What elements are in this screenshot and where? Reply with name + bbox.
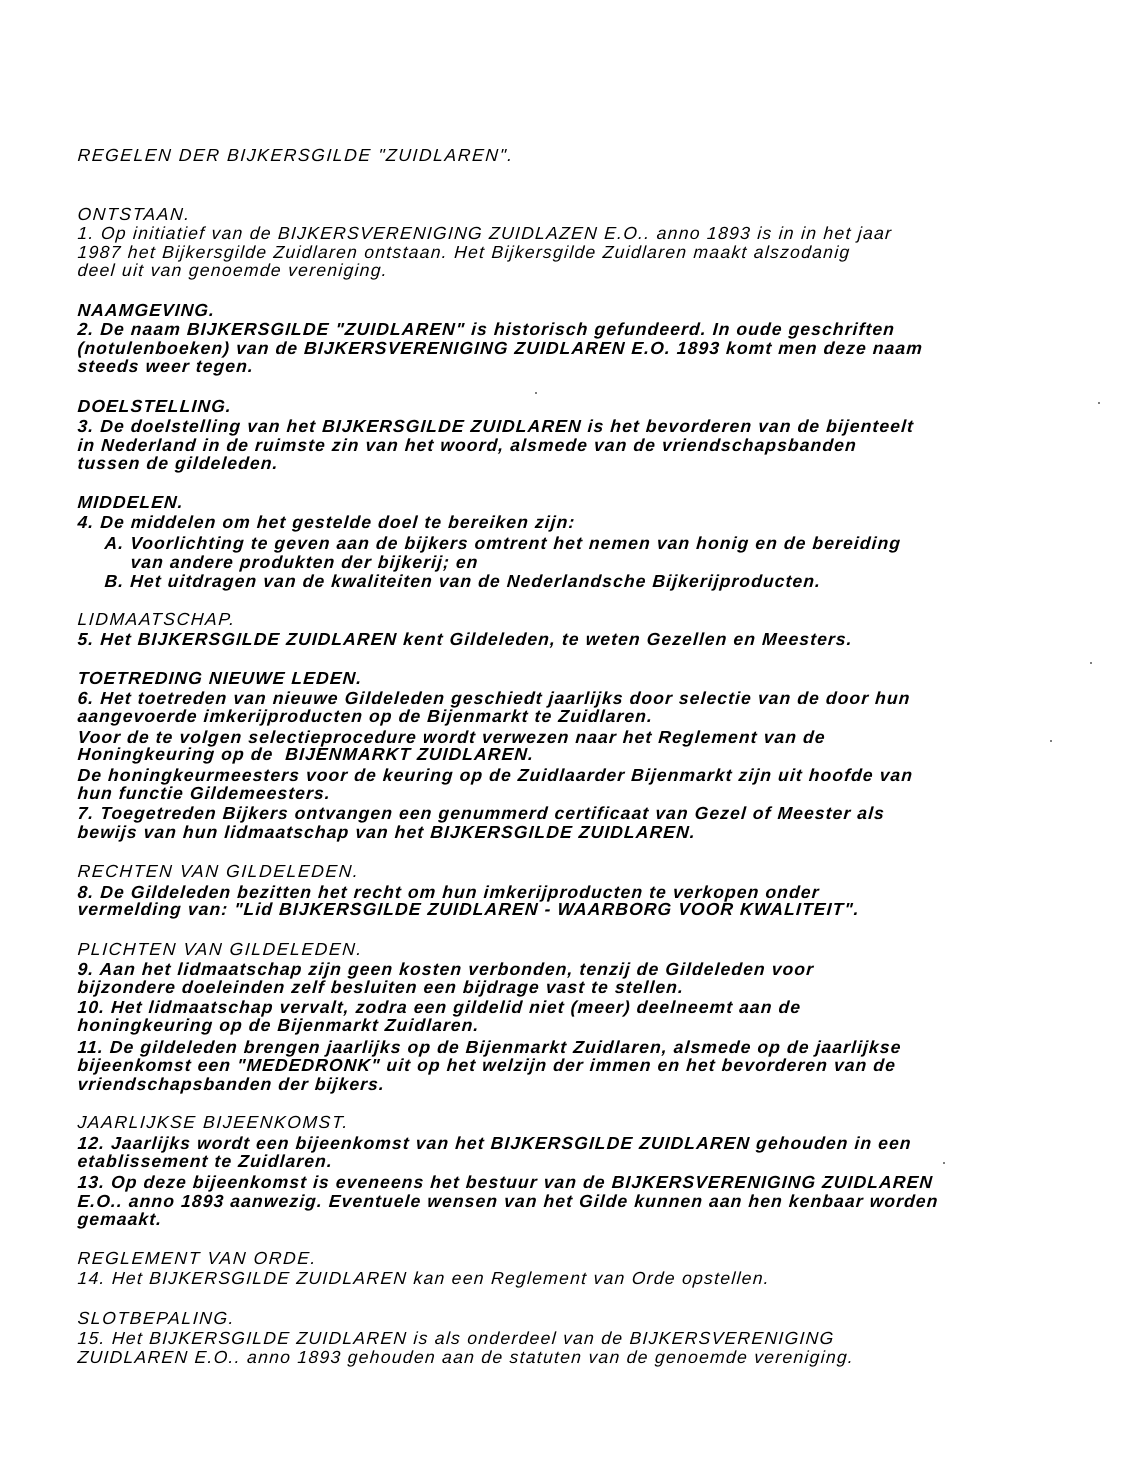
article-line: 8. De Gildeleden bezitten het recht om hun imkerijproducten te verkopen onder	[76, 882, 821, 902]
article-line: honingkeuring op de Bijenmarkt Zuidlaren.	[76, 1015, 481, 1035]
article-line: vermelding van: "Lid BIJKERSGILDE ZUIDLAREN - WAARBORG VOOR KWALITEIT".	[76, 899, 861, 919]
article-line: Honingkeuring op de BIJENMARKT ZUIDLAREN.	[76, 744, 535, 764]
article-line: 1. Op initiatief van de BIJKERSVERENIGING ZUIDLAZEN E.O.. anno 1893 is in in het jaar	[76, 223, 894, 243]
section-heading-ontstaan: ONTSTAAN.	[76, 204, 192, 224]
article-subitem-a: A. Voorlichting te geven aan de bijkers omtrent het nemen van honig en de bereiding	[103, 533, 902, 553]
section-heading-plichten: PLICHTEN VAN GILDELEDEN.	[76, 939, 364, 959]
section-heading-middelen: MIDDELEN.	[76, 492, 185, 512]
section-heading-doelstelling: DOELSTELLING.	[76, 396, 233, 416]
article-line: De honingkeurmeesters voor de keuring op de Zuidlaarder Bijenmarkt zijn uit hoofde van	[76, 765, 914, 785]
article-line: aangevoerde imkerijproducten op de Bijenmarkt te Zuidlaren.	[76, 706, 654, 726]
scan-speck	[1090, 662, 1092, 664]
scan-speck	[535, 392, 537, 394]
scan-speck	[943, 1162, 945, 1164]
article-line: E.O.. anno 1893 aanwezig. Eventuele wensen van het Gilde kunnen aan hen kenbaar worden	[76, 1191, 940, 1211]
scan-speck	[1050, 740, 1052, 742]
article-line: 5. Het BIJKERSGILDE ZUIDLAREN kent Gildeleden, te weten Gezellen en Meesters.	[76, 629, 854, 649]
article-line: 12. Jaarlijks wordt een bijeenkomst van het BIJKERSGILDE ZUIDLAREN gehouden in een	[76, 1133, 913, 1153]
article-line: hun functie Gildemeesters.	[76, 783, 332, 803]
article-line: 1987 het Bijkersgilde Zuidlaren ontstaan. Het Bijkersgilde Zuidlaren maakt alszodanig	[76, 242, 852, 262]
article-line: 9. Aan het lidmaatschap zijn geen kosten verbonden, tenzij de Gildeleden voor	[76, 959, 815, 979]
article-subitem-b: B. Het uitdragen van de kwaliteiten van de Nederlandsche Bijkerijproducten.	[103, 571, 822, 591]
article-line: etablissement te Zuidlaren.	[76, 1151, 334, 1171]
article-line: vriendschapsbanden der bijkers.	[76, 1074, 386, 1094]
article-line: in Nederland in de ruimste zin van het woord, alsmede van de vriendschapsbanden	[76, 435, 858, 455]
section-heading-naamgeving: NAAMGEVING.	[76, 300, 216, 320]
article-line: 6. Het toetreden van nieuwe Gildeleden geschiedt jaarlijks door selectie van de door hun	[76, 688, 912, 708]
section-heading-slotbepaling: SLOTBEPALING.	[76, 1308, 236, 1328]
article-line: 14. Het BIJKERSGILDE ZUIDLAREN kan een Reglement van Orde opstellen.	[76, 1268, 771, 1288]
article-subitem-a-continued: van andere produkten der bijkerij; en	[129, 552, 480, 572]
article-line: 13. Op deze bijeenkomst is eveneens het bestuur van de BIJKERSVERENIGING ZUIDLAREN	[76, 1172, 934, 1192]
document-title: REGELEN DER BIJKERSGILDE "ZUIDLAREN".	[76, 145, 515, 165]
article-line: 7. Toegetreden Bijkers ontvangen een genummerd certificaat van Gezel of Meester als	[76, 803, 886, 823]
section-heading-rechten: RECHTEN VAN GILDELEDEN.	[76, 861, 361, 881]
article-line: gemaakt.	[76, 1209, 164, 1229]
article-line: 2. De naam BIJKERSGILDE "ZUIDLAREN" is historisch gefundeerd. In oude geschriften	[76, 319, 896, 339]
section-heading-jaarlijkse-bijeenkomst: JAARLIJKSE BIJEENKOMST.	[76, 1112, 350, 1132]
article-line: bewijs van hun lidmaatschap van het BIJKERSGILDE ZUIDLAREN.	[76, 822, 697, 842]
article-line: 4. De middelen om het gestelde doel te bereiken zijn:	[76, 512, 577, 532]
article-line: 10. Het lidmaatschap vervalt, zodra een gildelid niet (meer) deelneemt aan de	[76, 997, 803, 1017]
article-line: ZUIDLAREN E.O.. anno 1893 gehouden aan de statuten van de genoemde vereniging.	[76, 1347, 855, 1367]
article-line: 11. De gildeleden brengen jaarlijks op de Bijenmarkt Zuidlaren, alsmede op de jaarlijkse	[76, 1037, 903, 1057]
section-heading-reglement-van-orde: REGLEMENT VAN ORDE.	[76, 1248, 318, 1268]
article-line: Voor de te volgen selectieprocedure wordt verwezen naar het Reglement van de	[76, 727, 827, 747]
article-line: (notulenboeken) van de BIJKERSVERENIGING ZUIDLAREN E.O. 1893 komt men deze naam	[76, 338, 924, 358]
article-line: 15. Het BIJKERSGILDE ZUIDLAREN is als onderdeel van de BIJKERSVERENIGING	[76, 1328, 836, 1348]
article-line: bijeenkomst een "MEDEDRONK" uit op het welzijn der immen en het bevorderen van de	[76, 1055, 897, 1075]
section-heading-lidmaatschap: LIDMAATSCHAP.	[76, 609, 237, 629]
scan-speck	[1098, 402, 1100, 404]
article-line: 3. De doelstelling van het BIJKERSGILDE ZUIDLAREN is het bevorderen van de bijenteelt	[76, 416, 915, 436]
article-line: deel uit van genoemde vereniging.	[76, 260, 389, 280]
article-line: bijzondere doeleinden zelf besluiten een bijdrage vast te stellen.	[76, 977, 685, 997]
article-line: steeds weer tegen.	[76, 356, 255, 376]
article-line: tussen de gildeleden.	[76, 453, 280, 473]
section-heading-toetreding: TOETREDING NIEUWE LEDEN.	[76, 668, 364, 688]
